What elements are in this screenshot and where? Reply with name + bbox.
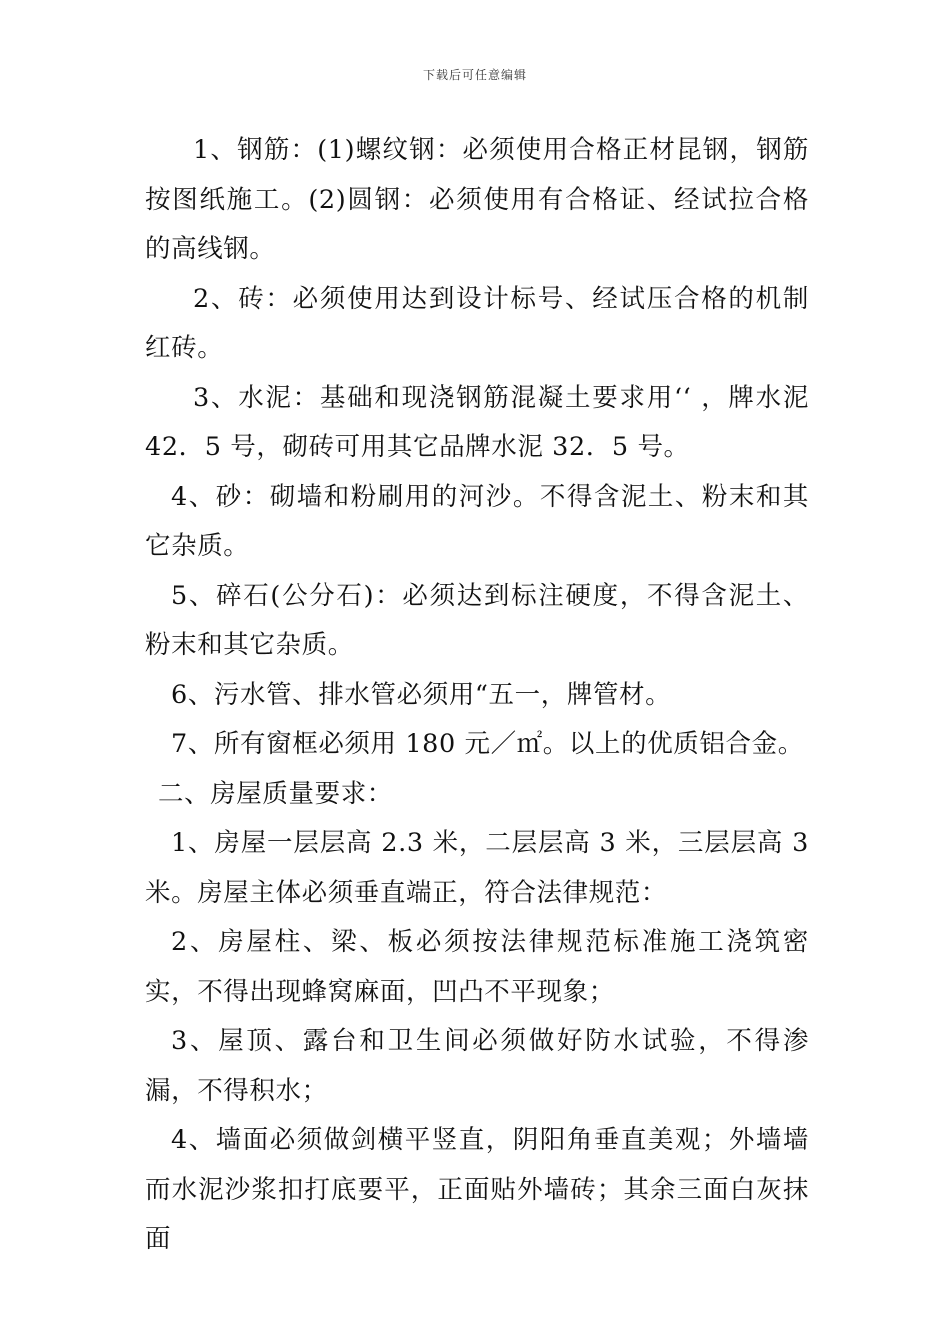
page-header: 下载后可任意编辑 bbox=[422, 68, 527, 82]
paragraph-sand: 4、砂：砌墙和粉刷用的河沙。不得含泥土、粉末和其它杂质。 bbox=[145, 481, 809, 561]
section-heading-quality: 二、房屋质量要求： bbox=[158, 778, 393, 809]
paragraph-brick: 2、砖：必须使用达到设计标号、经试压合格的机制红砖。 bbox=[145, 283, 809, 363]
paragraph-floor-height: 1、房屋一层层高 2.3 米，二层层高 3 米，三层层高 3 米。房屋主体必须垂直端正，符合法律规范： bbox=[145, 828, 818, 908]
paragraph-cement: 3、水泥：基础和现浇钢筋混凝土要求用‘‘ ，牌水泥 42．5 号，砌砖可用其它品牌水泥 32．5 号。 bbox=[145, 382, 818, 462]
document-body bbox=[145, 126, 818, 1265]
paragraph-rebar: 1、钢筋：(1)螺纹钢：必须使用合格正材昆钢，钢筋按图纸施工。(2)圆钢：必须使用有合格证、经试拉合格的高线钢。 bbox=[145, 135, 809, 264]
paragraph-columns-beams: 2、房屋柱、梁、板必须按法律规范标准施工浇筑密实，不得出现蜂窝麻面，凹凸不平现象； bbox=[145, 927, 809, 1007]
paragraph-window-frames: 7、所有窗框必须用 180 元／㎡。以上的优质铝合金。 bbox=[171, 729, 804, 759]
paragraph-waterproofing: 3、屋顶、露台和卫生间必须做好防水试验，不得渗漏，不得积水； bbox=[145, 1026, 809, 1106]
paragraph-gravel: 5、碎石(公分石)：必须达到标注硬度，不得含泥土、粉末和其它杂质。 bbox=[145, 580, 809, 660]
paragraph-walls: 4、墙面必须做剑横平竖直，阴阳角垂直美观；外墙墙而水泥沙浆扣打底要平，正面贴外墙砖；其余三面白灰抹面 bbox=[145, 1125, 809, 1254]
paragraph-pipes: 6、污水管、排水管必须用“五一，牌管材。 bbox=[171, 679, 672, 710]
